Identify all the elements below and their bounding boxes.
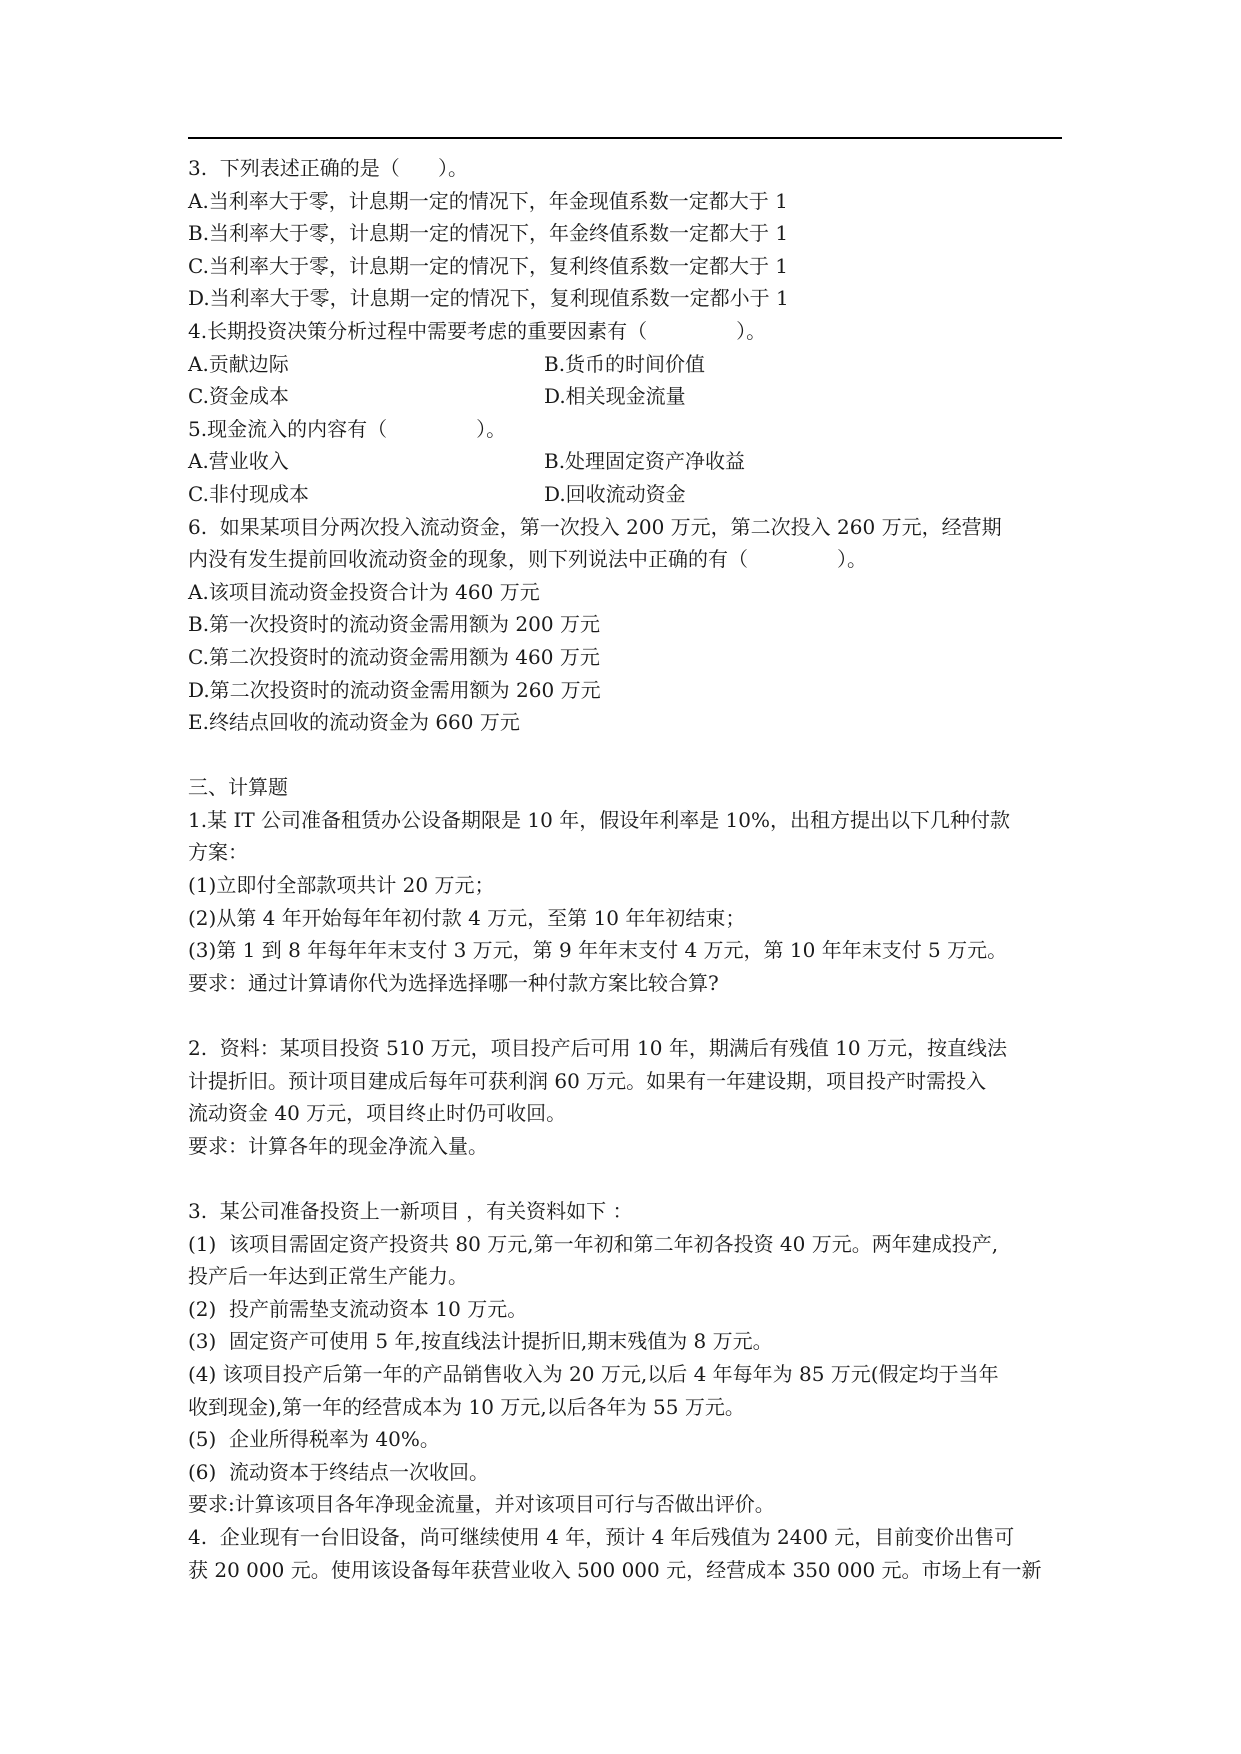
q5-option-d: D.回收流动资金 xyxy=(544,481,686,506)
q3-option-b: B.当利率大于零，计息期一定的情况下，年金终值系数一定都大于 1 xyxy=(188,221,789,246)
q6-option-a: A.该项目流动资金投资合计为 460 万元 xyxy=(188,579,540,604)
q5-options-row-1 xyxy=(188,445,1062,478)
q4-options-row-1 xyxy=(188,348,1062,381)
spacer xyxy=(188,739,1062,772)
p1-requirement: 要求：通过计算请你代为选择选择哪一种付款方案比较合算? xyxy=(188,970,719,995)
spacer xyxy=(188,1162,1062,1195)
q6-option-b: B.第一次投资时的流动资金需用额为 200 万元 xyxy=(188,612,600,637)
p3-requirement: 要求:计算该项目各年净现金流量，并对该项目可行与否做出评价。 xyxy=(188,1492,775,1517)
p3-item-6: (6) 流动资本于终结点一次收回。 xyxy=(188,1459,490,1484)
p3-item-1a: (1) 该项目需固定资产投资共 80 万元,第一年初和第二年初各投资 40 万元。两年建成投产, xyxy=(188,1231,999,1256)
p1-option-3: (3)第 1 到 8 年每年年末支付 3 万元，第 9 年年末支付 4 万元，第 10 年年末支付 5 万元。 xyxy=(188,938,1008,963)
page-content xyxy=(188,152,1062,1586)
q3-option-d: D.当利率大于零，计息期一定的情况下，复利现值系数一定都小于 1 xyxy=(188,286,789,311)
q4-stem: 4.长期投资决策分析过程中需要考虑的重要因素有（ ）。 xyxy=(188,318,767,343)
p1-option-2: (2)从第 4 年开始每年年初付款 4 万元，至第 10 年年初结束； xyxy=(188,905,746,930)
q4-options-row-2 xyxy=(188,380,1062,413)
q5-option-b: B.处理固定资产净收益 xyxy=(544,449,746,474)
q6-stem-line-1: 6. 如果某项目分两次投入流动资金，第一次投入 200 万元，第二次投入 260 万元，经营期 xyxy=(188,514,1002,539)
p2-line-3: 流动资金 40 万元，项目终止时仍可收回。 xyxy=(188,1101,567,1126)
q5-option-c: C.非付现成本 xyxy=(188,481,309,506)
p2-requirement: 要求：计算各年的现金净流入量。 xyxy=(188,1133,488,1158)
q6-option-c: C.第二次投资时的流动资金需用额为 460 万元 xyxy=(188,644,600,669)
q6-stem-line-2: 内没有发生提前回收流动资金的现象，则下列说法中正确的有（ ）。 xyxy=(188,547,868,572)
q4-option-a: A.贡献边际 xyxy=(188,351,289,376)
p1-line-1: 1.某 IT 公司准备租赁办公设备期限是 10 年，假设年利率是 10%，出租方提出以下几种付款 xyxy=(188,807,1011,832)
q6-option-e: E.终结点回收的流动资金为 660 万元 xyxy=(188,710,520,735)
q5-option-a: A.营业收入 xyxy=(188,449,289,474)
header-rule xyxy=(188,137,1062,139)
p4-line-1: 4. 企业现有一台旧设备，尚可继续使用 4 年，预计 4 年后残值为 2400 元，目前变价出售可 xyxy=(188,1524,1015,1549)
q5-stem: 5.现金流入的内容有（ ）。 xyxy=(188,416,507,441)
q6-option-d: D.第二次投资时的流动资金需用额为 260 万元 xyxy=(188,677,601,702)
p3-line-1: 3. 某公司准备投资上一新项目 ，有关资料如下 ： xyxy=(188,1199,633,1223)
p1-option-1: (1)立即付全部款项共计 20 万元； xyxy=(188,873,495,898)
p2-line-2: 计提折旧。预计项目建成后每年可获利润 60 万元。如果有一年建设期，项目投产时需投入 xyxy=(188,1068,987,1093)
q3-option-c: C.当利率大于零，计息期一定的情况下，复利终值系数一定都大于 1 xyxy=(188,253,789,278)
p3-item-1b: 投产后一年达到正常生产能力。 xyxy=(188,1264,468,1289)
p3-item-3: (3) 固定资产可使用 5 年,按直线法计提折旧,期末残值为 8 万元。 xyxy=(188,1329,773,1354)
q4-option-c: C.资金成本 xyxy=(188,384,289,409)
p3-item-2: (2) 投产前需垫支流动资本 10 万元。 xyxy=(188,1296,528,1321)
q3-stem: 3. 下列表述正确的是（ ）。 xyxy=(188,156,468,180)
q4-option-b: B.货币的时间价值 xyxy=(544,351,706,376)
p3-item-5: (5) 企业所得税率为 40%。 xyxy=(188,1427,440,1452)
p1-line-2: 方案： xyxy=(188,840,248,865)
p4-line-2: 获 20 000 元。使用该设备每年获营业收入 500 000 元，经营成本 350 000 元。市场上有一新 xyxy=(188,1557,1042,1582)
q4-option-d: D.相关现金流量 xyxy=(544,384,686,409)
q3-option-a: A.当利率大于零，计息期一定的情况下，年金现值系数一定都大于 1 xyxy=(188,188,788,213)
p3-item-4a: (4) 该项目投产后第一年的产品销售收入为 20 万元,以后 4 年每年为 85 万元(假定均于当年 xyxy=(188,1361,999,1386)
spacer xyxy=(188,999,1062,1032)
section-title: 三、计算题 xyxy=(188,775,288,800)
p3-item-4b: 收到现金),第一年的经营成本为 10 万元,以后各年为 55 万元。 xyxy=(188,1394,745,1419)
p2-line-1: 2. 资料：某项目投资 510 万元，项目投产后可用 10 年，期满后有残值 10 万元，按直线法 xyxy=(188,1036,1008,1061)
q5-options-row-2 xyxy=(188,478,1062,511)
